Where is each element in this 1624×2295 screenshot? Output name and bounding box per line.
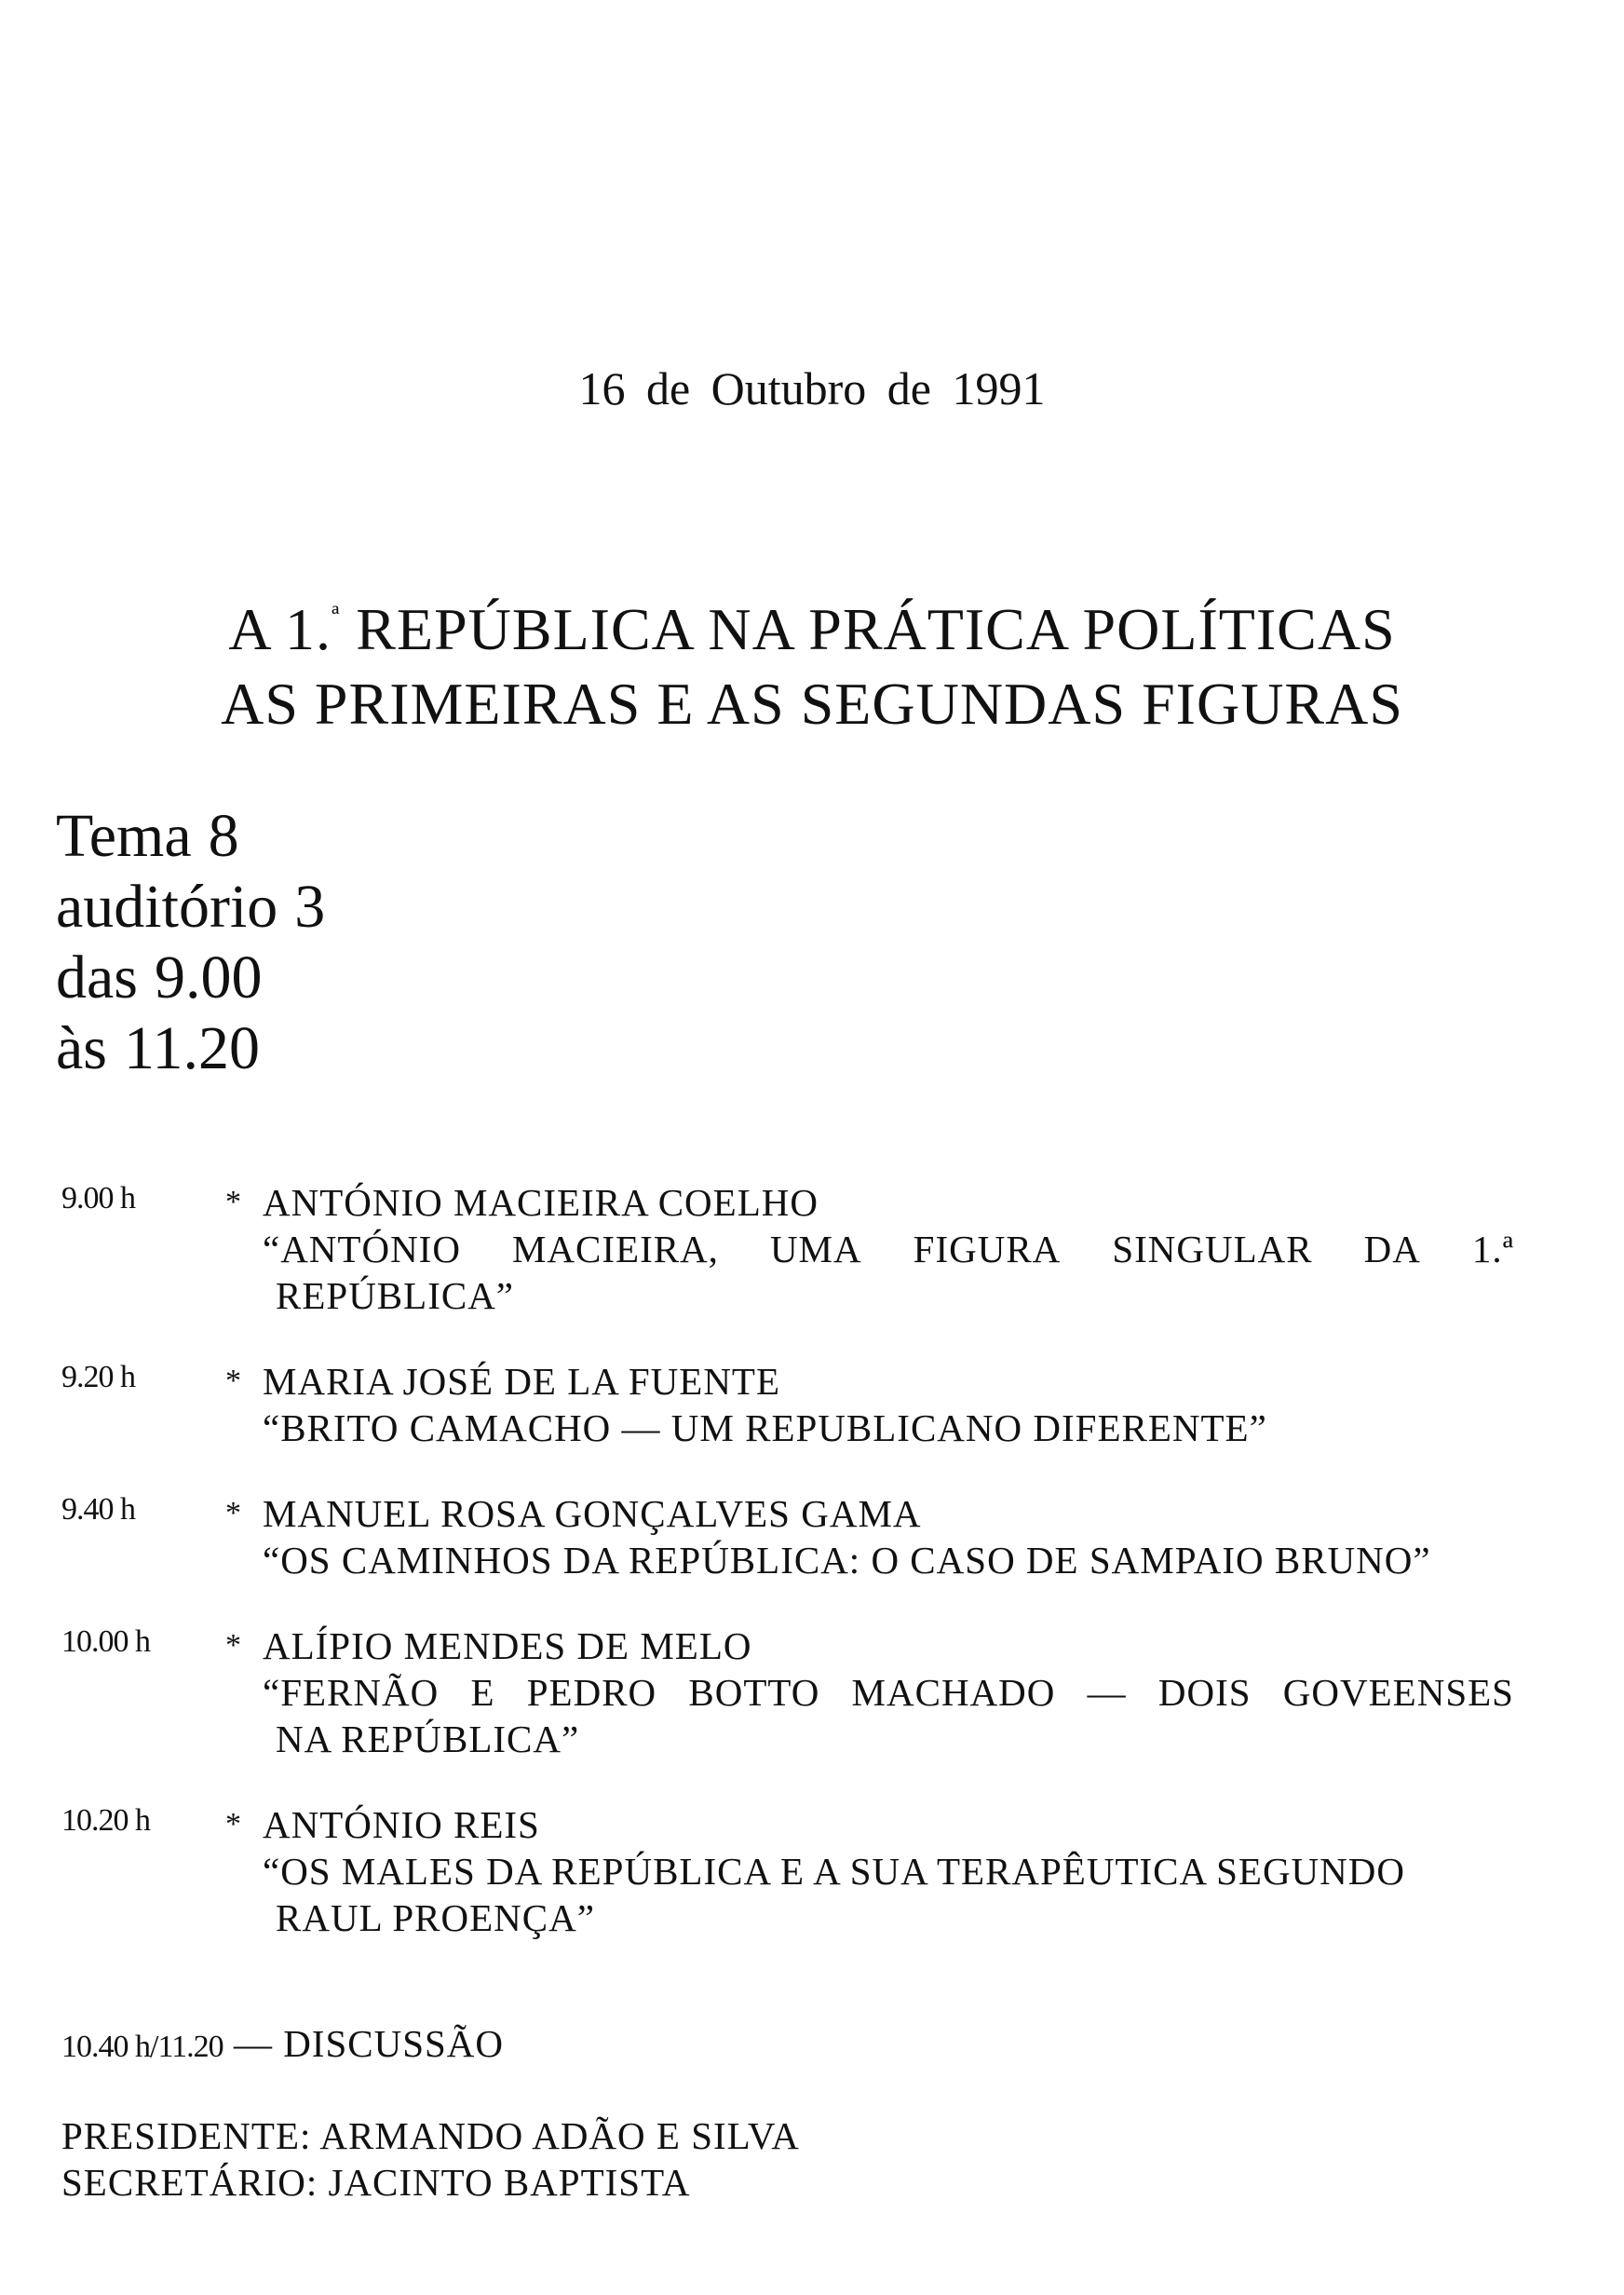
program-item: [61, 1490, 1514, 1583]
speaker-name: * ALÍPIO MENDES DE MELO: [225, 1624, 752, 1667]
end-time-line: [56, 1013, 325, 1084]
asterisk-bullet-icon: *: [225, 1364, 242, 1398]
end-value: 11.20: [123, 1014, 261, 1082]
program-time: 9.20 h: [61, 1360, 135, 1394]
auditorio-line: [56, 872, 325, 943]
tema-line: [56, 801, 325, 872]
program-item: [61, 1358, 1514, 1451]
asterisk-bullet-icon: *: [225, 1185, 242, 1219]
speaker-name: * MARIA JOSÉ DE LA FUENTE: [225, 1360, 781, 1403]
discussion-line: [61, 2021, 504, 2066]
program-item: [61, 1623, 1514, 1762]
speaker-name: * MANUEL ROSA GONÇALVES GAMA: [225, 1492, 922, 1535]
talk-title-line: “OS CAMINHOS DA REPÚBLICA: O CASO DE SAMPAIO BRUNO”: [263, 1539, 1431, 1582]
talk-title: [225, 1537, 1514, 1583]
talk-title-line-justified: “ANTÓNIO MACIEIRA, UMA FIGURA SINGULAR DA 1.ª: [263, 1228, 1514, 1270]
title-line-1: A 1.$^ª$ REPÚBLICA NA PRÁTICA POLÍTICAS: [228, 596, 1396, 662]
president-line: PRESIDENTE: ARMANDO ADÃO E SILVA: [61, 2114, 800, 2157]
program-list: [61, 1179, 1514, 1980]
talk-title: [225, 1669, 1514, 1762]
start-value: 9.00: [154, 944, 263, 1012]
end-label: às: [56, 1014, 107, 1082]
session-officers: [61, 2112, 800, 2206]
program-item: [61, 1179, 1514, 1319]
start-time-line: [56, 943, 325, 1013]
talk-title: [225, 1848, 1514, 1941]
asterisk-bullet-icon: *: [225, 1496, 242, 1530]
talk-title-line-justified: “FERNÃO E PEDRO BOTTO MACHADO — DOIS GOVEENSES: [263, 1671, 1514, 1714]
discussion-label: — DISCUSSÃO: [233, 2022, 505, 2065]
talk-title: [225, 1405, 1514, 1451]
talk-title-line: REPÚBLICA”: [276, 1274, 514, 1317]
secretary-line: SECRETÁRIO: JACINTO BAPTISTA: [61, 2161, 691, 2204]
speaker-name: * ANTÓNIO MACIEIRA COELHO: [225, 1181, 819, 1224]
session-date: 16 de Outubro de 1991: [578, 362, 1046, 414]
asterisk-bullet-icon: *: [225, 1628, 242, 1663]
auditorio-label: auditório: [56, 873, 278, 941]
program-time: 10.20 h: [61, 1803, 150, 1838]
talk-title-line: NA REPÚBLICA”: [276, 1718, 580, 1760]
program-time: 10.00 h: [61, 1624, 150, 1659]
talk-title-line: RAUL PROENÇA”: [276, 1896, 595, 1939]
discussion-time: 10.40 h/11.20: [61, 2030, 223, 2064]
talk-title-line: “OS MALES DA REPÚBLICA E A SUA TERAPÊUTICA SEGUNDO: [263, 1850, 1405, 1893]
program-time: 9.40 h: [61, 1492, 135, 1527]
ordinal-indicator: ª: [332, 601, 341, 631]
program-item: [61, 1801, 1514, 1941]
tema-value: 8: [208, 802, 239, 870]
speaker-name: * ANTÓNIO REIS: [225, 1803, 540, 1846]
talk-title: [225, 1226, 1514, 1319]
document-title: [0, 592, 1624, 741]
auditorio-value: 3: [294, 873, 326, 941]
title-line-2: AS PRIMEIRAS E AS SEGUNDAS FIGURAS: [221, 671, 1403, 737]
tema-label: Tema: [56, 802, 192, 870]
talk-title-line: “BRITO CAMACHO — UM REPUBLICANO DIFERENTE”: [263, 1406, 1267, 1449]
session-info: [56, 801, 325, 1084]
start-label: das: [56, 944, 138, 1012]
program-time: 9.00 h: [61, 1181, 135, 1215]
asterisk-bullet-icon: *: [225, 1807, 242, 1841]
